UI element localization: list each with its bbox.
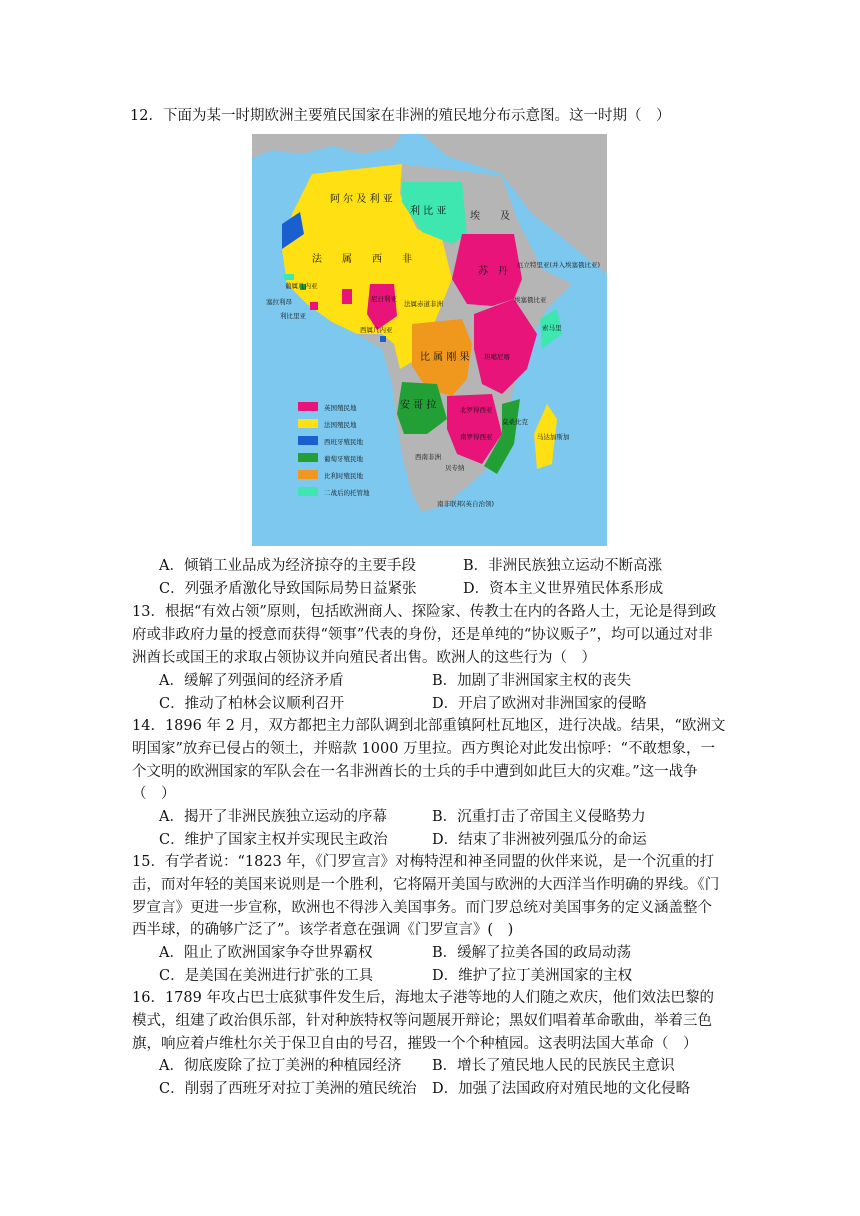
label-sudan: 苏 丹: [478, 266, 508, 277]
legend-swatch-france: [298, 419, 318, 428]
label-madagascar: 马达加斯加: [537, 433, 570, 441]
q12-option-c: C．列强矛盾激化导致国际局势日益紧张: [159, 581, 417, 597]
q16-option-a: A．彻底废除了拉丁美洲的种植园经济: [159, 1058, 402, 1074]
small-teal: [284, 274, 294, 280]
q13-stem-line-3: 洲酋长或国王的求取占领协议并向殖民者出售。欧洲人的这些行为（ ）: [132, 650, 596, 666]
label-sierra-leone: 塞拉利昂: [266, 298, 292, 306]
spanish-guinea-shape: [380, 336, 386, 342]
legend-swatch-belgium: [298, 470, 318, 479]
q16-option-b: B．增长了殖民地人民的民族民主意识: [432, 1058, 675, 1074]
q14-stem-line-4: （ ）: [132, 786, 176, 802]
q14-option-b: B．沉重打击了帝国主义侵略势力: [432, 809, 646, 825]
q14-stem-line-3: 个文明的欧洲国家的军队会在一名非洲酋长的士兵的手中遭到如此巨大的灾难。”这一战争: [132, 764, 698, 780]
legend-swatch-portugal: [298, 453, 318, 462]
legend-label-portugal: 葡萄牙殖民地: [324, 455, 363, 463]
q16-stem-line-1: 16．1789 年攻占巴士底狱事件发生后，海地太子港等地的人们随之欢庆，他们效法巴黎的: [132, 990, 714, 1006]
label-eritrea: 厄立特里亚(并入埃塞俄比亚): [517, 261, 601, 269]
q15-stem-line-4: 西半球，的确够广泛了”。该学者意在强调《门罗宣言》( ): [132, 922, 514, 938]
q13-option-d: D．开启了欧洲对非洲国家的侵略: [432, 696, 647, 712]
legend-label-britain: 英国殖民地: [324, 404, 357, 412]
legend-swatch-spain: [298, 436, 318, 445]
legend-swatch-trust: [298, 487, 318, 496]
q14-option-d: D．结束了非洲被列强瓜分的命运: [432, 832, 647, 848]
q16-stem-line-3: 旗，响应着卢维杜尔关于保卫自由的号召，摧毁一个个种植园。这表明法国大革命（ ）: [132, 1036, 698, 1052]
q13-stem-line-2: 府或非政府力量的授意而获得“领事”代表的身份，还是单纯的“协议贩子”，均可以通过对非: [132, 627, 713, 643]
label-tanganyika: 坦噶尼喀: [484, 353, 510, 361]
label-congo: 比 属 刚 果: [420, 352, 470, 363]
label-somalia: 索马里: [542, 324, 562, 332]
gold-coast: [342, 289, 352, 304]
q12-stem: 12．下面为某一时期欧洲主要殖民国家在非洲的殖民地分布示意图。这一时期（ ）: [130, 108, 671, 124]
legend-label-trust: 二战后的托管地: [324, 489, 370, 497]
label-fea: 法属赤道非洲: [404, 300, 443, 308]
q12-option-b: B．非洲民族独立运动不断高涨: [463, 558, 663, 574]
africa-colonial-map: [252, 134, 607, 546]
label-nigeria: 尼日利亚: [371, 295, 397, 303]
q14-stem-line-2: 明国家”放弃已侵占的领土，并赔款 1000 万里拉。西方舆论对此发出惊呼：“不敢想象，一: [132, 741, 715, 757]
q13-stem-line-1: 13．根据“有效占领”原则，包括欧洲商人、探险家、传教士在内的各路人士，无论是得到政: [132, 604, 717, 620]
label-s-rhodesia: 南罗得西亚: [460, 433, 493, 441]
label-libya: 利 比 亚: [410, 206, 447, 217]
q14-option-c: C．维护了国家主权并实现民主政治: [159, 832, 388, 848]
label-portuguese-guinea: 葡属几内亚: [285, 282, 318, 290]
legend-label-france: 法国殖民地: [324, 421, 357, 429]
label-south-africa: 南非联邦(英自治领): [437, 500, 495, 508]
label-spanish-guinea: 西属几内亚: [360, 326, 393, 334]
legend-swatch-britain: [298, 402, 318, 411]
q13-option-b: B．加剧了非洲国家主权的丧失: [432, 673, 632, 689]
sierra-leone-shape: [310, 302, 318, 310]
label-fwa: 法 属 西 非: [312, 254, 412, 265]
label-egypt: 埃 及: [470, 211, 510, 222]
label-swa: 西南非洲: [415, 453, 441, 461]
label-liberia: 利比里亚: [280, 312, 306, 320]
q16-stem-line-2: 模式，组建了政治俱乐部，针对种族特权等问题展开辩论；黑奴们唱着革命歌曲，举着三色: [132, 1013, 712, 1029]
q14-option-a: A．揭开了非洲民族独立运动的序幕: [159, 809, 387, 825]
q15-option-b: B．缓解了拉美各国的政局动荡: [432, 945, 632, 961]
label-rhodesia: 北罗得西亚: [460, 406, 493, 414]
q15-option-d: D．维护了拉丁美洲国家的主权: [432, 968, 633, 984]
q16-option-d: D．加强了法国政府对殖民地的文化侵略: [432, 1081, 691, 1097]
q14-stem-line-1: 14．1896 年 2 月，双方都把主力部队调到北部重镇阿杜瓦地区，进行决战。结果，“欧洲文: [132, 718, 726, 734]
label-bechuana: 贝专纳: [445, 464, 465, 472]
q15-stem-line-3: 罗宣言》更进一步宣称，欧洲也不得涉入美国事务。而门罗总统对美国事务的定义涵盖整个: [132, 900, 712, 916]
q12-option-d: D．资本主义世界殖民体系形成: [463, 581, 664, 597]
label-mozambique: 莫桑比克: [502, 418, 528, 426]
q15-option-c: C．是美国在美洲进行扩张的工具: [159, 968, 374, 984]
q15-stem-line-1: 15．有学者说：“1823 年，《门罗宣言》对梅特涅和神圣同盟的伙伴来说，是一个沉重的打: [132, 854, 715, 870]
q13-option-c: C．推动了柏林会议顺利召开: [159, 696, 345, 712]
map-svg: [252, 134, 607, 546]
q13-option-a: A．缓解了列强间的经济矛盾: [159, 673, 344, 689]
q12-option-a: A．倾销工业品成为经济掠夺的主要手段: [159, 558, 416, 574]
label-angola: 安 哥 拉: [400, 400, 437, 411]
q15-option-a: A．阻止了欧洲国家争夺世界霸权: [159, 945, 373, 961]
legend-label-belgium: 比利时殖民地: [324, 472, 363, 480]
q15-stem-line-2: 击，而对年轻的美国来说则是一个胜利，它将隔开美国与欧洲的大西洋当作明确的界线。《门: [132, 877, 720, 893]
legend-label-spain: 西班牙殖民地: [324, 438, 363, 446]
label-ethiopia: 埃塞俄比亚: [514, 296, 547, 304]
q16-option-c: C．削弱了西班牙对拉丁美洲的殖民统治: [159, 1081, 417, 1097]
label-algeria: 阿 尔 及 利 亚: [330, 194, 393, 205]
